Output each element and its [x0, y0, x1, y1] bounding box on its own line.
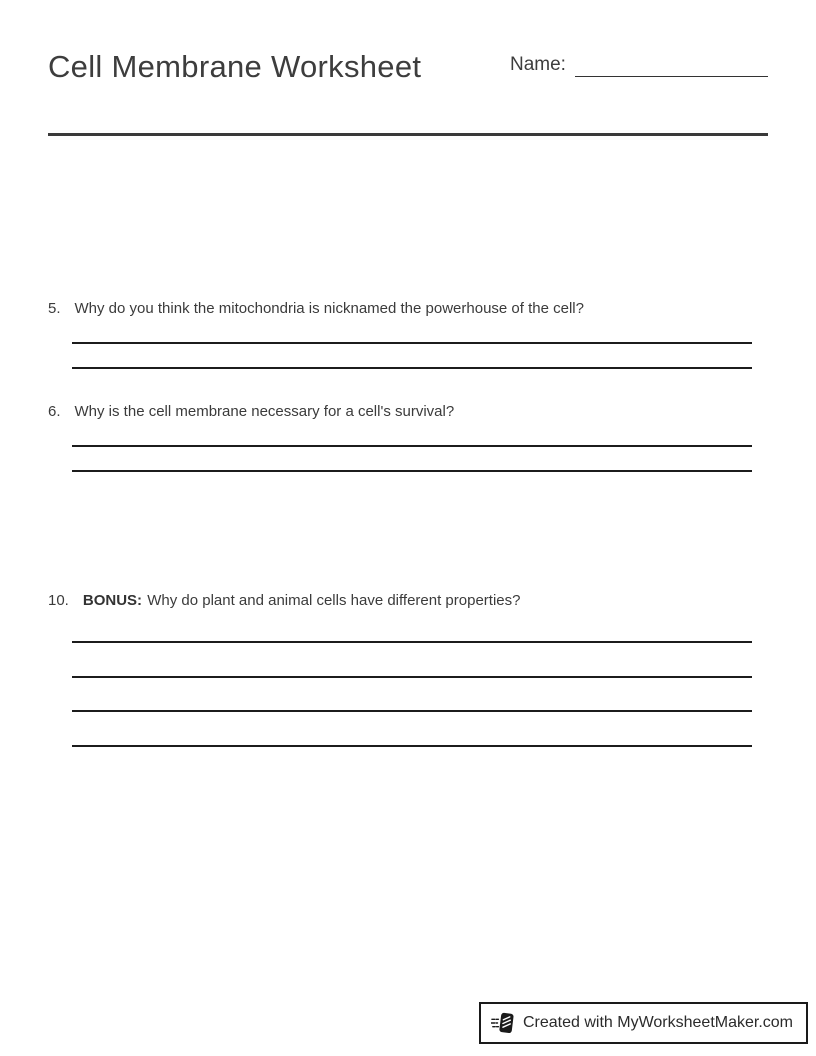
- question-number: 5.: [48, 300, 61, 317]
- answer-lines: [72, 445, 752, 472]
- answer-line: [72, 676, 752, 678]
- question-body: Why is the cell membrane necessary for a cell's survival?: [74, 403, 455, 420]
- answer-line: [72, 367, 752, 369]
- question-10: [48, 591, 768, 747]
- answer-line: [72, 641, 752, 643]
- question-bonus-prefix: BONUS:: [82, 592, 143, 609]
- answer-lines: [72, 641, 752, 747]
- question-5: [48, 299, 768, 369]
- question-number: 10.: [48, 592, 69, 609]
- header-divider: [48, 133, 768, 136]
- name-label: Name:: [510, 54, 566, 75]
- answer-line: [72, 470, 752, 472]
- answer-line: [72, 445, 752, 447]
- question-text: [75, 299, 768, 318]
- question-text: [75, 402, 768, 421]
- question-text-row: [48, 591, 768, 610]
- question-body: Why do plant and animal cells have different properties?: [147, 592, 521, 609]
- question-body: Why do you think the mitochondria is nicknamed the powerhouse of the cell?: [74, 300, 584, 317]
- question-text: [83, 591, 768, 610]
- question-6: [48, 402, 768, 472]
- answer-line: [72, 710, 752, 712]
- name-blank-line: [575, 52, 768, 77]
- name-field: [510, 52, 768, 77]
- answer-line: [72, 745, 752, 747]
- page-title: Cell Membrane Worksheet: [48, 49, 422, 84]
- worksheet-maker-logo-icon: [491, 1011, 515, 1035]
- question-text-row: [48, 402, 768, 421]
- question-number: 6.: [48, 403, 61, 420]
- question-text-row: [48, 299, 768, 318]
- created-with-text: Created with MyWorksheetMaker.com: [522, 1014, 793, 1031]
- answer-line: [72, 342, 752, 344]
- answer-lines: [72, 342, 752, 369]
- created-with-badge[interactable]: [479, 1002, 808, 1044]
